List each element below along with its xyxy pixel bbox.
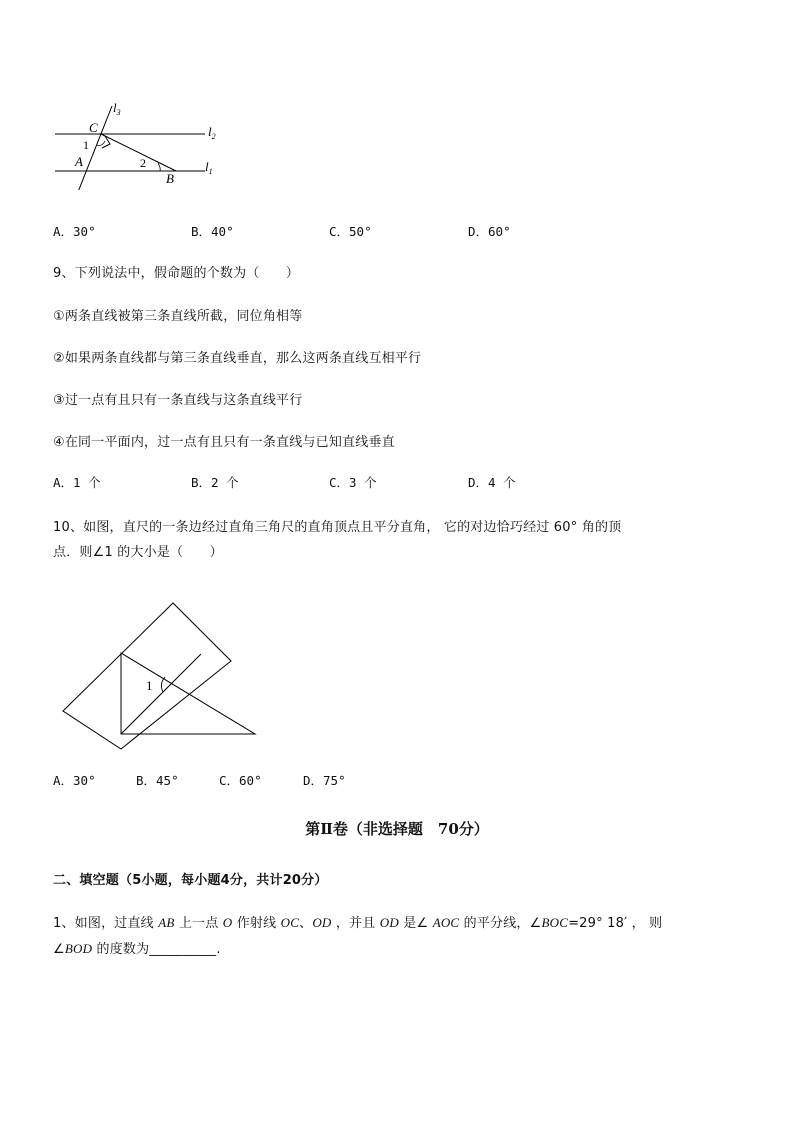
q9-statement-2: ②如果两条直线都与第三条直线垂直，那么这两条直线互相平行 <box>53 351 422 366</box>
angle-BOD: BOD <box>64 941 93 956</box>
q10-option-c: C．60° <box>219 773 262 788</box>
q9-statement-4: ④在同一平面内，过一点有且只有一条直线与已知直线垂直 <box>53 435 395 450</box>
fill1-text: ，并且 <box>331 916 380 931</box>
q8-option-d: D．60° <box>468 224 511 239</box>
angle-AOC: AOC <box>432 915 460 930</box>
ray-OD: OD <box>312 915 332 930</box>
q9-statement-3: ③过一点有且只有一条直线与这条直线平行 <box>53 393 303 408</box>
segment-CB <box>101 134 176 171</box>
q10-stem-line2: 点．则∠1 的大小是（ ） <box>53 545 223 560</box>
q9-option-b: B．2 个 <box>191 475 239 490</box>
label-C: C <box>89 120 98 135</box>
q8-option-b: B．40° <box>191 224 234 239</box>
fill1-answer-blank: 的度数为__________. <box>92 942 221 957</box>
q10-option-d: D．75° <box>303 773 346 788</box>
q9-option-a: A．1 个 <box>53 475 101 490</box>
fill1-line1 <box>53 912 662 931</box>
ruler <box>63 603 231 749</box>
q9-option-d: D．4 个 <box>468 475 516 490</box>
figure-label-1: 1 <box>146 678 153 693</box>
q10-option-b: B．45° <box>136 773 179 788</box>
fill1-text: 是∠ <box>398 916 433 931</box>
fill1-text: ∠ <box>53 942 65 957</box>
right-triangle <box>121 653 255 734</box>
ray-OD: OD <box>379 915 399 930</box>
q10-option-a: A．30° <box>53 773 96 788</box>
q8-option-a: A．30° <box>53 224 96 239</box>
label-l1: $l_1$ <box>205 159 213 176</box>
section2-title: 二、填空题（5小题，每小题4分，共计20分） <box>53 873 328 888</box>
fill1-text: 、 <box>299 916 313 931</box>
q9-option-c: C．3 个 <box>329 475 377 490</box>
segment-AB: AB <box>158 915 175 930</box>
angle-BOC: BOC <box>541 915 569 930</box>
label-angle1: 1 <box>83 138 89 152</box>
q8-option-c: C．50° <box>329 224 372 239</box>
figure-parallel-lines <box>50 98 230 190</box>
fill1-text: 1、如图，过直线 <box>53 916 159 931</box>
fill1-text: 的平分线，∠ <box>459 916 542 931</box>
fill1-text: 作射线 <box>232 916 281 931</box>
label-B: B <box>166 171 174 186</box>
q10-stem-line1: 10、如图，直尺的一条边经过直角三角尺的直角顶点且平分直角， 它的对边恰巧经过 60° 角的顶 <box>53 520 622 535</box>
angle2-arc <box>158 163 160 171</box>
q9-statement-1: ①两条直线被第三条直线所截，同位角相等 <box>53 309 303 324</box>
ray-OC: OC <box>280 915 300 930</box>
q9-stem: 9、下列说法中，假命题的个数为（ ） <box>53 266 300 281</box>
fill1-line2 <box>53 938 221 957</box>
label-angle2: 2 <box>140 156 146 170</box>
label-A: A <box>75 154 83 169</box>
fill1-text: =29° 18′ ， 则 <box>568 916 663 931</box>
label-l3: $l_3$ <box>113 100 121 117</box>
figure-ruler-triangle <box>55 598 265 758</box>
point-O: O <box>222 915 233 930</box>
part2-title: 第Ⅱ卷（非选择题 70分） <box>305 820 489 838</box>
fill1-text: 上一点 <box>174 916 223 931</box>
label-l2: $l_2$ <box>208 124 216 141</box>
